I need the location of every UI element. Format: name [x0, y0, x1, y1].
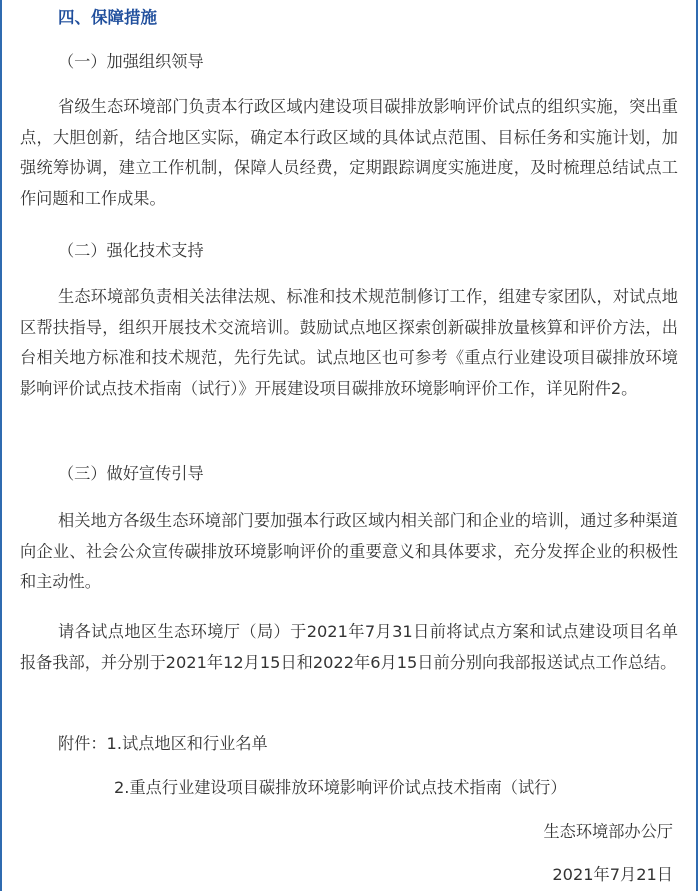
paragraph-2: 生态环境部负责相关法律法规、标准和技术规范制修订工作，组建专家团队，对试点地区帮扶指导，组织开展技术交流培训。鼓励试点地区探索创新碳排放量核算和评价方法，出台相关地方标准和技术规范，先行先试。试点地区也可参考《重点行业建设项目碳排放环境影响评价试点技术指南（试行）》开展建设项目碳排放环境影响评价工作，详见附件2。: [20, 287, 678, 398]
subsection-title-2: （二）强化技术支持: [58, 241, 204, 260]
subsection-title-1: （一）加强组织领导: [58, 52, 204, 71]
attachment-1: 附件：1.试点地区和行业名单: [58, 734, 268, 753]
signature-office: 生态环境部办公厅: [543, 822, 673, 841]
section-heading: 四、保障措施: [58, 8, 157, 27]
attachment-2: 2.重点行业建设项目碳排放环境影响评价试点技术指南（试行）: [114, 778, 567, 797]
subsection-title-3: （三）做好宣传引导: [58, 464, 204, 483]
signature-date: 2021年7月21日: [552, 865, 673, 884]
request-paragraph: 请各试点地区生态环境厅（局）于2021年7月31日前将试点方案和试点建设项目名单报备我部，并分别于2021年12月15日和2022年6月15日前分别向我部报送试点工作总结。: [20, 622, 678, 672]
paragraph-1: 省级生态环境部门负责本行政区域内建设项目碳排放影响评价试点的组织实施，突出重点，大胆创新，结合地区实际，确定本行政区域的具体试点范围、目标任务和实施计划，加强统筹协调，建立工作机制，保障人员经费，定期跟踪调度实施进度，及时梳理总结试点工作问题和工作成果。: [20, 97, 678, 208]
paragraph-3: 相关地方各级生态环境部门要加强本行政区域内相关部门和企业的培训，通过多种渠道向企业、社会公众宣传碳排放环境影响评价的重要意义和具体要求，充分发挥企业的积极性和主动性。: [20, 511, 678, 591]
